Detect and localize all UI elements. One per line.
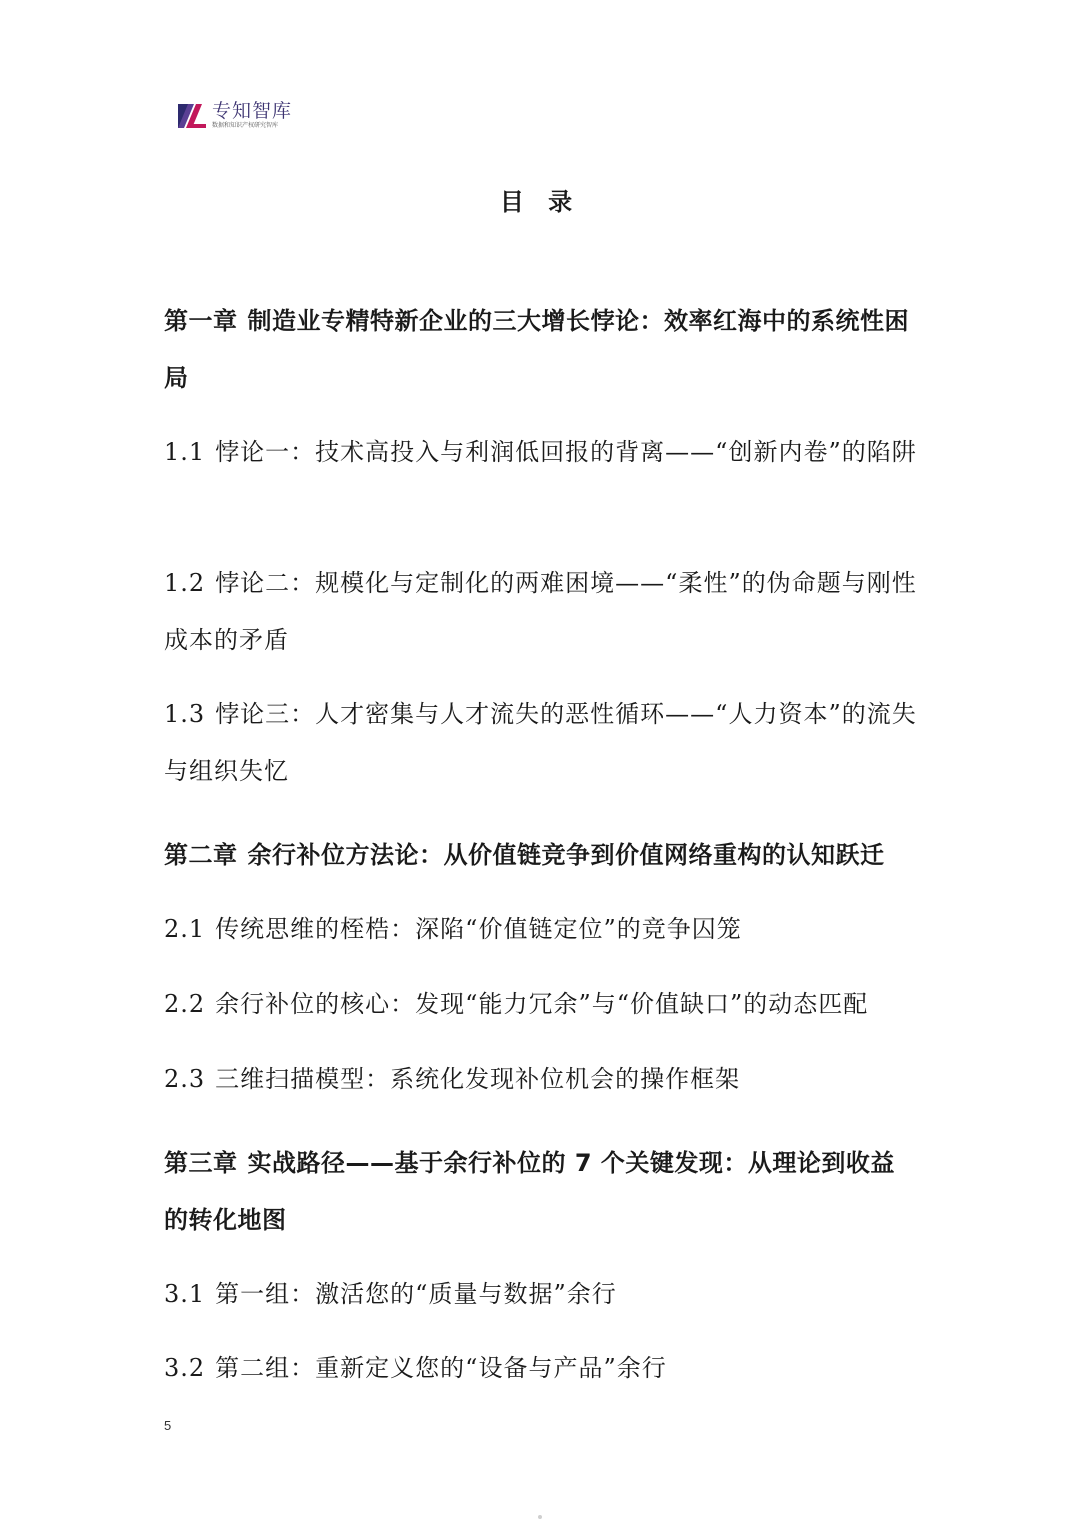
toc-entry-text: 第一组：激活您的“质量与数据”余行 bbox=[215, 1280, 617, 1308]
toc-entry-text: 制造业专精特新企业的三大增长悖论：效率红海中的系统性困局 bbox=[164, 307, 909, 392]
toc-entry-text: 余行补位方法论：从价值链竞争到价值网络重构的认知跃迁 bbox=[247, 841, 885, 869]
toc-entry-number: 第一章 bbox=[164, 307, 238, 335]
page-number: 5 bbox=[164, 1418, 172, 1433]
toc-entry-number: 1.2 bbox=[164, 569, 206, 597]
toc-entry-number: 2.1 bbox=[164, 915, 206, 943]
toc-section-1-2[interactable] bbox=[164, 555, 918, 669]
toc-entry-text: 悖论一：技术高投入与利润低回报的背离——“创新内卷”的陷阱 bbox=[215, 438, 917, 466]
toc-entry-text: 第二组：重新定义您的“设备与产品”余行 bbox=[215, 1354, 667, 1382]
toc-chapter-2[interactable] bbox=[164, 827, 918, 884]
toc-section-1-3[interactable] bbox=[164, 686, 918, 800]
toc-entry-text: 悖论二：规模化与定制化的两难困境——“柔性”的伪命题与刚性成本的矛盾 bbox=[164, 569, 917, 654]
toc-section-3-2[interactable] bbox=[164, 1340, 918, 1397]
toc-title: 目 录 bbox=[499, 188, 581, 216]
toc-entry-number: 3.2 bbox=[164, 1354, 206, 1382]
toc-section-1-1[interactable] bbox=[164, 424, 918, 481]
logo-mark-icon bbox=[176, 100, 208, 132]
toc-entry-number: 第二章 bbox=[164, 841, 238, 869]
toc-chapter-1[interactable] bbox=[164, 293, 918, 407]
logo-name: 专知智库 bbox=[212, 100, 293, 122]
toc-entry-number: 2.2 bbox=[164, 990, 206, 1018]
page-indicator-dot bbox=[538, 1515, 542, 1519]
toc-section-2-1[interactable] bbox=[164, 901, 918, 958]
toc-entry-text: 三维扫描模型：系统化发现补位机会的操作框架 bbox=[215, 1065, 741, 1093]
logo bbox=[176, 100, 292, 136]
toc-section-2-3[interactable] bbox=[164, 1051, 918, 1108]
toc-entry-text: 余行补位的核心：发现“能力冗余”与“价值缺口”的动态匹配 bbox=[215, 990, 869, 1018]
toc-section-2-2[interactable] bbox=[164, 976, 918, 1033]
toc-section-3-1[interactable] bbox=[164, 1266, 918, 1323]
toc-entry-number: 第三章 bbox=[164, 1149, 238, 1177]
toc-entry-number: 1.1 bbox=[164, 438, 206, 466]
toc-chapter-3[interactable] bbox=[164, 1135, 918, 1249]
logo-tagline: 数据和知识产权研究智库 bbox=[212, 122, 279, 129]
toc-entry-text: 传统思维的桎梏：深陷“价值链定位”的竞争囚笼 bbox=[215, 915, 742, 943]
toc-entry-number: 1.3 bbox=[164, 700, 206, 728]
toc-entry-number: 2.3 bbox=[164, 1065, 206, 1093]
toc-entry-text: 悖论三：人才密集与人才流失的恶性循环——“人力资本”的流失与组织失忆 bbox=[164, 700, 917, 785]
toc-entry-text: 实战路径——基于余行补位的 7 个关键发现：从理论到收益的转化地图 bbox=[164, 1149, 895, 1234]
toc-entry-number: 3.1 bbox=[164, 1280, 206, 1308]
